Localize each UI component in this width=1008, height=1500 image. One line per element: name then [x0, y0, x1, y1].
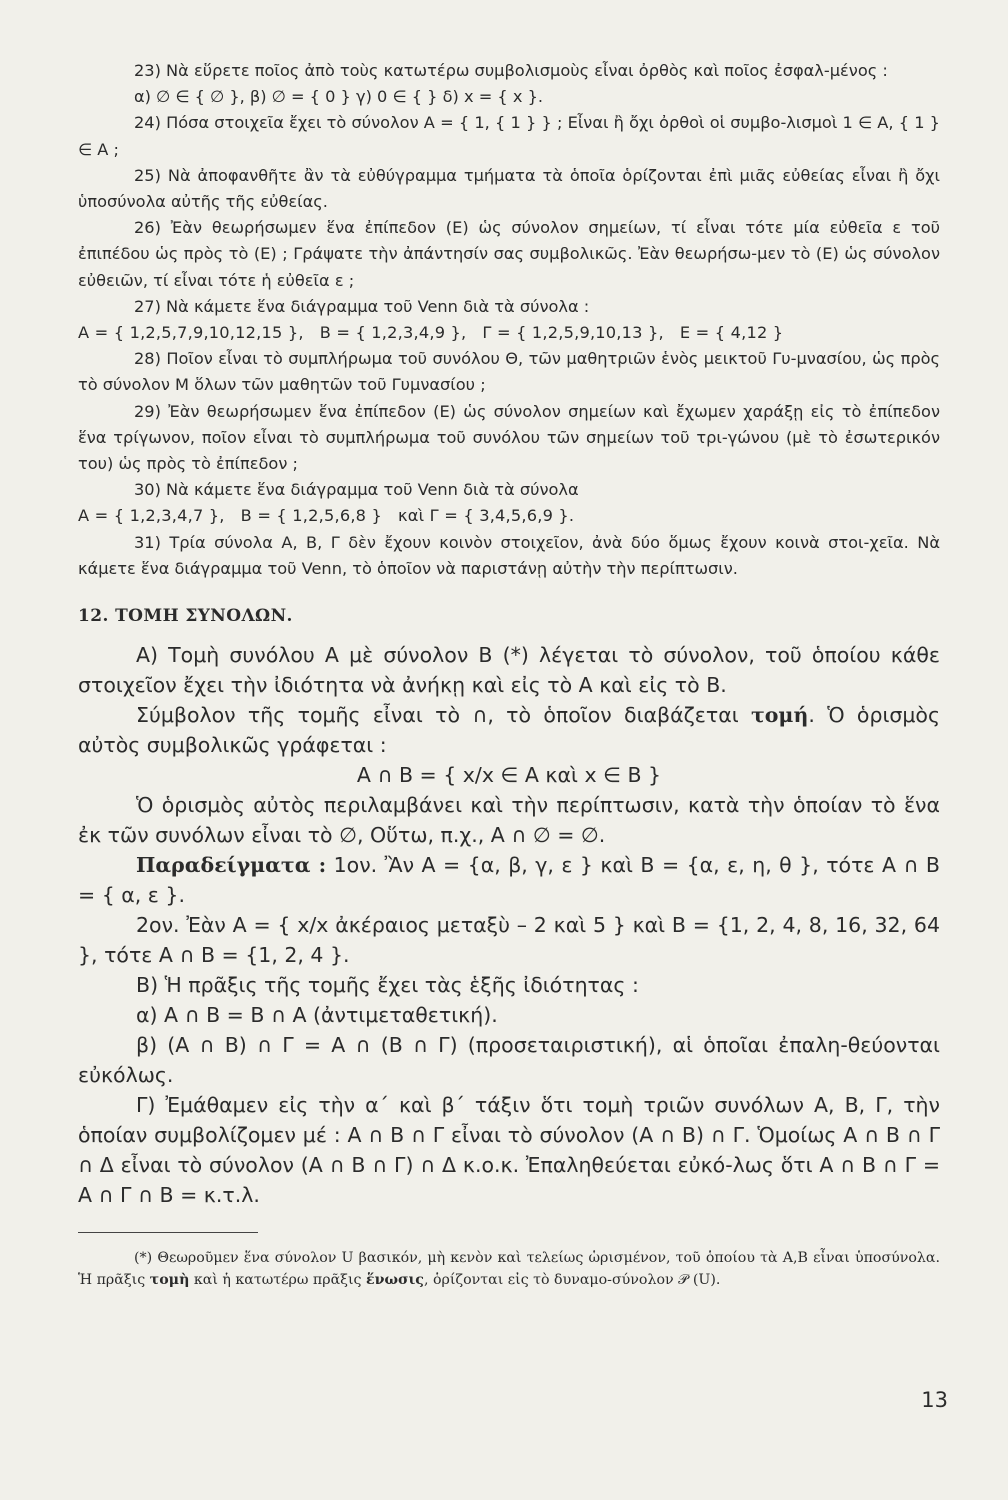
exercise-26: 26) Ἐὰν θεωρήσωμεν ἕνα ἐπίπεδον (Ε) ὡς σύνολον σημείων, τί εἶναι τότε μία εὐθεῖα ε τοῦ ἐπιπέδου ὡς πρὸς τὸ (Ε) ; Γράψατε τὴν ἀπάντησίν σας συμβολικῶς. Ἐὰν θεωρήσω-μεν τὸ (Ε) ὡς σύνολον εὐθειῶν, τί εἶναι τότε ἡ εὐθεῖα ε ; [78, 218, 940, 290]
property-commutative: α) Α ∩ Β = Β ∩ Α (ἀντιμεταθετική). [136, 1003, 498, 1028]
symbol-paragraph [78, 700, 940, 760]
exercise-27: 27) Νὰ κάμετε ἕνα διάγραμμα τοῦ Venn διὰ τὰ σύνολα : [134, 296, 590, 316]
definition-formula: Α ∩ Β = { x/x ∈ Α καὶ x ∈ Β } [356, 763, 662, 788]
examples-paragraph [78, 850, 940, 910]
exercise-27-sets: Α = { 1,2,5,7,9,10,12,15 }, Β = { 1,2,3,4,9 }, Γ = { 1,2,5,9,10,13 }, Ε = { 4,12 } [78, 323, 784, 343]
examples-label: Παραδείγματα : [136, 853, 327, 878]
page-number: 13 [921, 1388, 948, 1412]
page-content [78, 58, 940, 1291]
footnote-enosis: ἕνωσις [366, 1272, 424, 1289]
example-1: 1ον. Ἂν Α = {α, β, γ, ε } καὶ Β = {α, ε, η, θ }, τότε Α ∩ Β = { α, ε }. [78, 853, 940, 908]
exercise-28: 28) Ποῖον εἶναι τὸ συμπλήρωμα τοῦ συνόλου Θ, τῶν μαθητριῶν ἑνὸς μεικτοῦ Γυ-μνασίου, ὡς πρὸς τὸ σύνολον Μ ὅλων τῶν μαθητῶν τοῦ Γυμνασίου ; [78, 349, 940, 395]
footnote-tomi: τομὴ [149, 1272, 190, 1289]
exercise-23-items: α) ∅ ∈ { ∅ }, β) ∅ = { 0 } γ) 0 ∈ { } δ) x = { x }. [134, 87, 544, 107]
exercise-30: 30) Νὰ κάμετε ἕνα διάγραμμα τοῦ Venn διὰ τὰ σύνολα [134, 480, 579, 500]
footnote-post: , ὁρίζονται εἰς τὸ δυναμο-σύνολον 𝒫 (U). [423, 1272, 721, 1289]
footnote-mid: καὶ ἡ κατωτέρω πρᾶξις [189, 1272, 366, 1289]
footnote-pre: (*) Θεωροῦμεν ἕνα σύνολον U βασικόν, μὴ κενὸν καὶ τελείως ὡρισμένον, τοῦ ὁποίου τὰ Α,Β εἶναι ὑποσύνολα. Ἡ πρᾶξις [78, 1250, 940, 1289]
example-2: 2ον. Ἐὰν Α = { x/x ἀκέραιος μεταξὺ – 2 καὶ 5 } καὶ Β = {1, 2, 4, 8, 16, 32, 64 }, τότε Α ∩ Β = {1, 2, 4 }. [78, 913, 940, 968]
definition-a: Α) Τομὴ συνόλου Α μὲ σύνολον Β (*) λέγεται τὸ σύνολον, τοῦ ὁποίου κάθε στοιχεῖον ἔχει τὴν ἰδιότητα νὰ ἀνήκῃ καὶ εἰς τὸ Α καὶ εἰς τὸ Β. [78, 643, 940, 698]
symbol-word: τομή [750, 703, 809, 728]
exercises-block [78, 58, 940, 582]
footnote-rule [78, 1232, 258, 1233]
exercise-29: 29) Ἐὰν θεωρήσωμεν ἕνα ἐπίπεδον (Ε) ὡς σύνολον σημείων καὶ ἔχωμεν χαράξῃ εἰς τὸ ἐπίπεδον ἕνα τρίγωνον, ποῖον εἶναι τὸ συμπλήρωμα τοῦ συνόλου τῶν σημείων τοῦ τρι-γώνου (μὲ τὸ ἐσωτερικόν του) ὡς πρὸς τὸ ἐπίπεδον ; [78, 401, 940, 474]
exercise-24: 24) Πόσα στοιχεῖα ἔχει τὸ σύνολον Α = { 1, { 1 } } ; Εἶναι ἢ ὄχι ὀρθοὶ οἱ συμβο-λισμοὶ 1 ∈ Α, { 1 } ∈ Α ; [78, 113, 940, 159]
includes-empty-set: Ὁ ὁρισμὸς αὐτὸς περιλαμβάνει καὶ τὴν περίπτωσιν, κατὰ τὴν ὁποίαν τὸ ἕνα ἐκ τῶν συνόλων εἶναι τὸ ∅, Οὕτω, π.χ., Α ∩ ∅ = ∅. [78, 793, 940, 848]
property-associative: β) (Α ∩ Β) ∩ Γ = Α ∩ (Β ∩ Γ) (προσεταιριστική), αἱ ὁποῖαι ἐπαλη-θεύονται εὐκόλως. [78, 1033, 940, 1088]
property-g: Γ) Ἐμάθαμεν εἰς τὴν α΄ καὶ β΄ τάξιν ὅτι τομὴ τριῶν συνόλων Α, Β, Γ, τὴν ὁποίαν συμβολίζομεν μέ : Α ∩ Β ∩ Γ εἶναι τὸ σύνολον (Α ∩ Β) ∩ Γ. Ὁμοίως Α ∩ Β ∩ Γ ∩ Δ εἶναι τὸ σύνολον (Α ∩ Β ∩ Γ) ∩ Δ κ.ο.κ. Ἐπαληθεύεται εὐκό-λως ὅτι Α ∩ Β ∩ Γ = Α ∩ Γ ∩ Β = κ.τ.λ. [78, 1093, 940, 1208]
symbol-post: . Ὁ ὁρισμὸς αὐτὸς συμβολικῶς γράφεται : [78, 703, 940, 758]
symbol-pre: Σύμβολον τῆς τομῆς εἶναι τὸ ∩, τὸ ὁποῖον διαβάζεται [136, 703, 751, 728]
exercise-31: 31) Τρία σύνολα Α, Β, Γ δὲν ἔχουν κοινὸν στοιχεῖον, ἀνὰ δύο ὅμως ἔχουν κοινὰ στοι-χεῖα. Νὰ κάμετε ἕνα διάγραμμα τοῦ Venn, τὸ ὁποῖον νὰ παριστάνῃ αὐτὴν τὴν περίπτωσιν. [78, 532, 940, 578]
section-body [78, 640, 940, 1210]
properties-b: Β) Ἡ πρᾶξις τῆς τομῆς ἔχει τὰς ἑξῆς ἰδιότητας : [136, 973, 639, 998]
exercise-30-sets: Α = { 1,2,3,4,7 }, Β = { 1,2,5,6,8 } καὶ Γ = { 3,4,5,6,9 }. [78, 506, 575, 526]
section-heading: 12. ΤΟΜΗ ΣΥΝΟΛΩΝ. [78, 606, 293, 627]
exercise-25: 25) Νὰ ἀποφανθῆτε ἂν τὰ εὐθύγραμμα τμήματα τὰ ὁποῖα ὁρίζονται ἐπὶ μιᾶς εὐθείας εἶναι ἢ ὄχι ὑποσύνολα αὐτῆς τῆς εὐθείας. [78, 165, 940, 212]
exercise-23: 23) Νὰ εὕρετε ποῖος ἀπὸ τοὺς κατωτέρω συμβολισμοὺς εἶναι ὀρθὸς καὶ ποῖος ἐσφαλ-μένος : [134, 61, 888, 80]
footnote [78, 1247, 940, 1291]
